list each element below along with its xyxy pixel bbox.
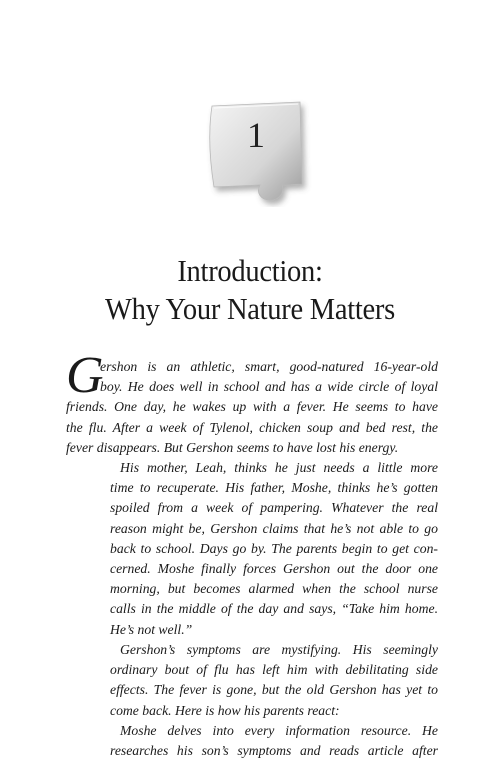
paragraph-line: cerned. Moshe finally forces Gershon out the door one	[110, 561, 438, 577]
paragraph-line: His mother, Leah, thinks he just needs a little more	[120, 460, 438, 475]
chapter-title-line-1: Introduction:	[177, 253, 323, 288]
paragraph-3	[110, 640, 438, 721]
paragraph-2	[110, 458, 438, 640]
paragraph-line: He’s not well.”	[110, 621, 193, 637]
paragraph-line: fever disappears. But Gershon seems to have lost his energy.	[66, 439, 399, 455]
paragraph-line: ershon is an athletic, smart, good-natured 16-year-old	[100, 359, 438, 374]
paragraph-line: calls in the middle of the day and says, “Take him home.	[110, 601, 438, 617]
puzzle-piece-chapter-badge	[196, 92, 316, 207]
paragraph-4	[110, 721, 438, 761]
paragraph-line: effects. The fever is gone, but the old Gershon has yet to	[110, 682, 438, 698]
paragraph-line: spoiled from a week of pampering. Whatever the real	[110, 500, 438, 516]
paragraph-1	[66, 357, 438, 458]
paragraph-line: the flu. After a week of Tylenol, chicken soup and bed rest, the	[66, 419, 438, 435]
paragraph-line: Gershon’s symptoms are mystifying. His seemingly	[120, 642, 438, 657]
drop-cap: G	[66, 347, 104, 404]
paragraph-line: boy. He does well in school and has a wide circle of loyal	[100, 379, 438, 395]
paragraph-line: time to recuperate. His father, Moshe, thinks he’s gotten	[110, 480, 438, 496]
paragraph-line: Moshe delves into every information resource. He	[120, 723, 438, 738]
paragraph-line: reason might be, Gershon claims that he’s not able to go	[110, 520, 438, 536]
paragraph-line: come back. Here is how his parents react:	[110, 702, 340, 718]
paragraph-line: researches his son’s symptoms and reads article after	[110, 743, 438, 759]
paragraph-line: morning, but becomes alarmed when the school nurse	[110, 581, 438, 597]
chapter-number: 1	[247, 115, 265, 155]
chapter-title-line-2: Why Your Nature Matters	[105, 291, 395, 326]
paragraph-line: back to school. Days go by. The parents begin to get con-	[110, 540, 438, 556]
paragraph-line: ordinary bout of flu has left him with debilitating side	[110, 662, 438, 678]
chapter-title	[0, 252, 500, 328]
paragraph-line: friends. One day, he wakes up with a fever. He seems to have	[66, 399, 438, 415]
